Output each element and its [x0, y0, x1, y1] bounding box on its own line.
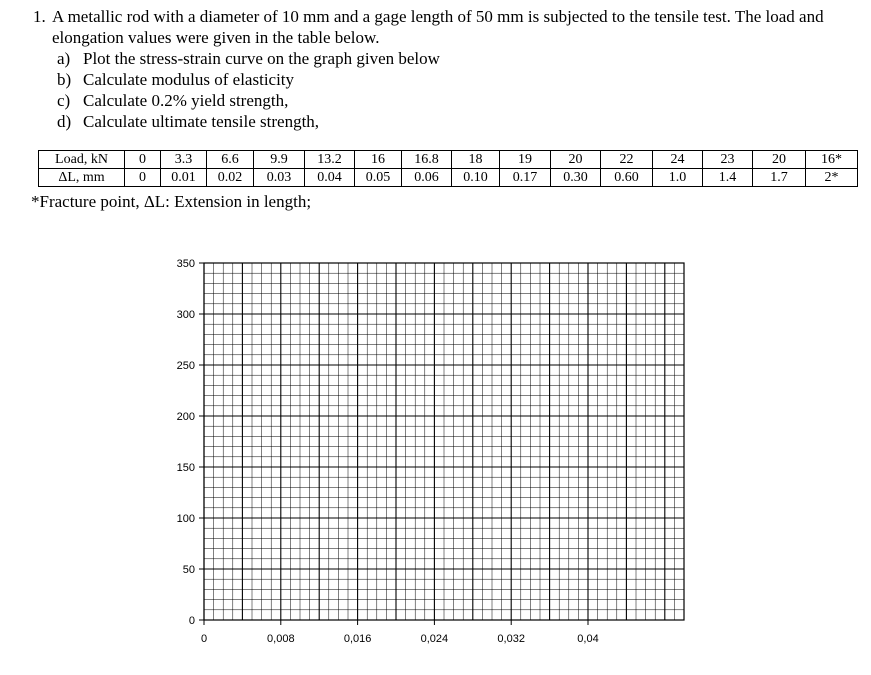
table-cell: 20 — [551, 151, 601, 169]
table-cell: 0.06 — [402, 169, 452, 187]
x-tick-label: 0 — [200, 633, 208, 645]
y-tick-label: 150 — [176, 462, 195, 474]
y-tick-label: 0 — [188, 615, 195, 627]
footnote: *Fracture point, ΔL: Extension in length; — [31, 192, 312, 211]
table-cell: 0 — [125, 169, 161, 187]
table-cell: 22 — [601, 151, 653, 169]
table-cell: 0.03 — [254, 169, 305, 187]
part-label: b) — [57, 70, 72, 89]
x-tick-label: 0,032 — [497, 633, 525, 645]
table-cell: 0.17 — [500, 169, 551, 187]
table-cell: 16 — [355, 151, 402, 169]
table-cell: 19 — [500, 151, 551, 169]
table-cell: 0.01 — [161, 169, 207, 187]
part-text: Calculate 0.2% yield strength, — [83, 91, 289, 110]
part-text: Plot the stress-strain curve on the graph given below — [83, 49, 440, 68]
table-cell: 23 — [703, 151, 753, 169]
table-cell: 1.4 — [703, 169, 753, 187]
table-cell: 0.30 — [551, 169, 601, 187]
minor-grid — [204, 263, 684, 620]
y-tick-label: 250 — [176, 360, 195, 372]
part-label: a) — [57, 49, 71, 68]
table-cell: 20 — [753, 151, 806, 169]
table-cell: 6.6 — [207, 151, 254, 169]
table-cell: 0.05 — [355, 169, 402, 187]
table-cell: 16.8 — [402, 151, 452, 169]
row-header: Load, kN — [39, 151, 125, 169]
table-cell: 2* — [806, 169, 858, 187]
part-text: Calculate modulus of elasticity — [83, 70, 295, 89]
y-tick-label: 50 — [182, 564, 195, 576]
chart-axes — [199, 263, 684, 625]
table-cell: 1.7 — [753, 169, 806, 187]
table-cell: 13.2 — [305, 151, 355, 169]
y-tick-label: 100 — [176, 513, 195, 525]
table-cell: 24 — [653, 151, 703, 169]
part-label: d) — [57, 112, 72, 131]
table-cell: 18 — [452, 151, 500, 169]
table-cell: 0 — [125, 151, 161, 169]
table-cell: 1.0 — [653, 169, 703, 187]
part-text: Calculate ultimate tensile strength, — [83, 112, 320, 131]
x-tick-label: 0,024 — [420, 633, 449, 645]
part-label: c) — [57, 91, 71, 110]
x-tick-label: 0,016 — [343, 633, 372, 645]
table-cell: 16* — [806, 151, 858, 169]
table-cell: 0.60 — [601, 169, 653, 187]
question-number: 1. — [33, 7, 46, 26]
question-text: A metallic rod with a diameter of 10 mm and a gage length of 50 mm is subjected to the tensile test. The load and elongation values were given in the table below. — [52, 7, 824, 47]
y-tick-label: 300 — [176, 309, 195, 321]
table-cell: 9.9 — [254, 151, 305, 169]
table-cell: 3.3 — [161, 151, 207, 169]
x-tick-label: 0,008 — [267, 633, 295, 645]
table-cell: 0.02 — [207, 169, 254, 187]
y-tick-label: 200 — [176, 411, 195, 423]
x-tick-label: 0,04 — [577, 633, 599, 645]
tick-labels — [177, 258, 599, 645]
table-cell: 0.04 — [305, 169, 355, 187]
y-tick-label: 350 — [176, 258, 195, 270]
table-cell: 0.10 — [452, 169, 500, 187]
row-header: ΔL, mm — [39, 169, 125, 187]
